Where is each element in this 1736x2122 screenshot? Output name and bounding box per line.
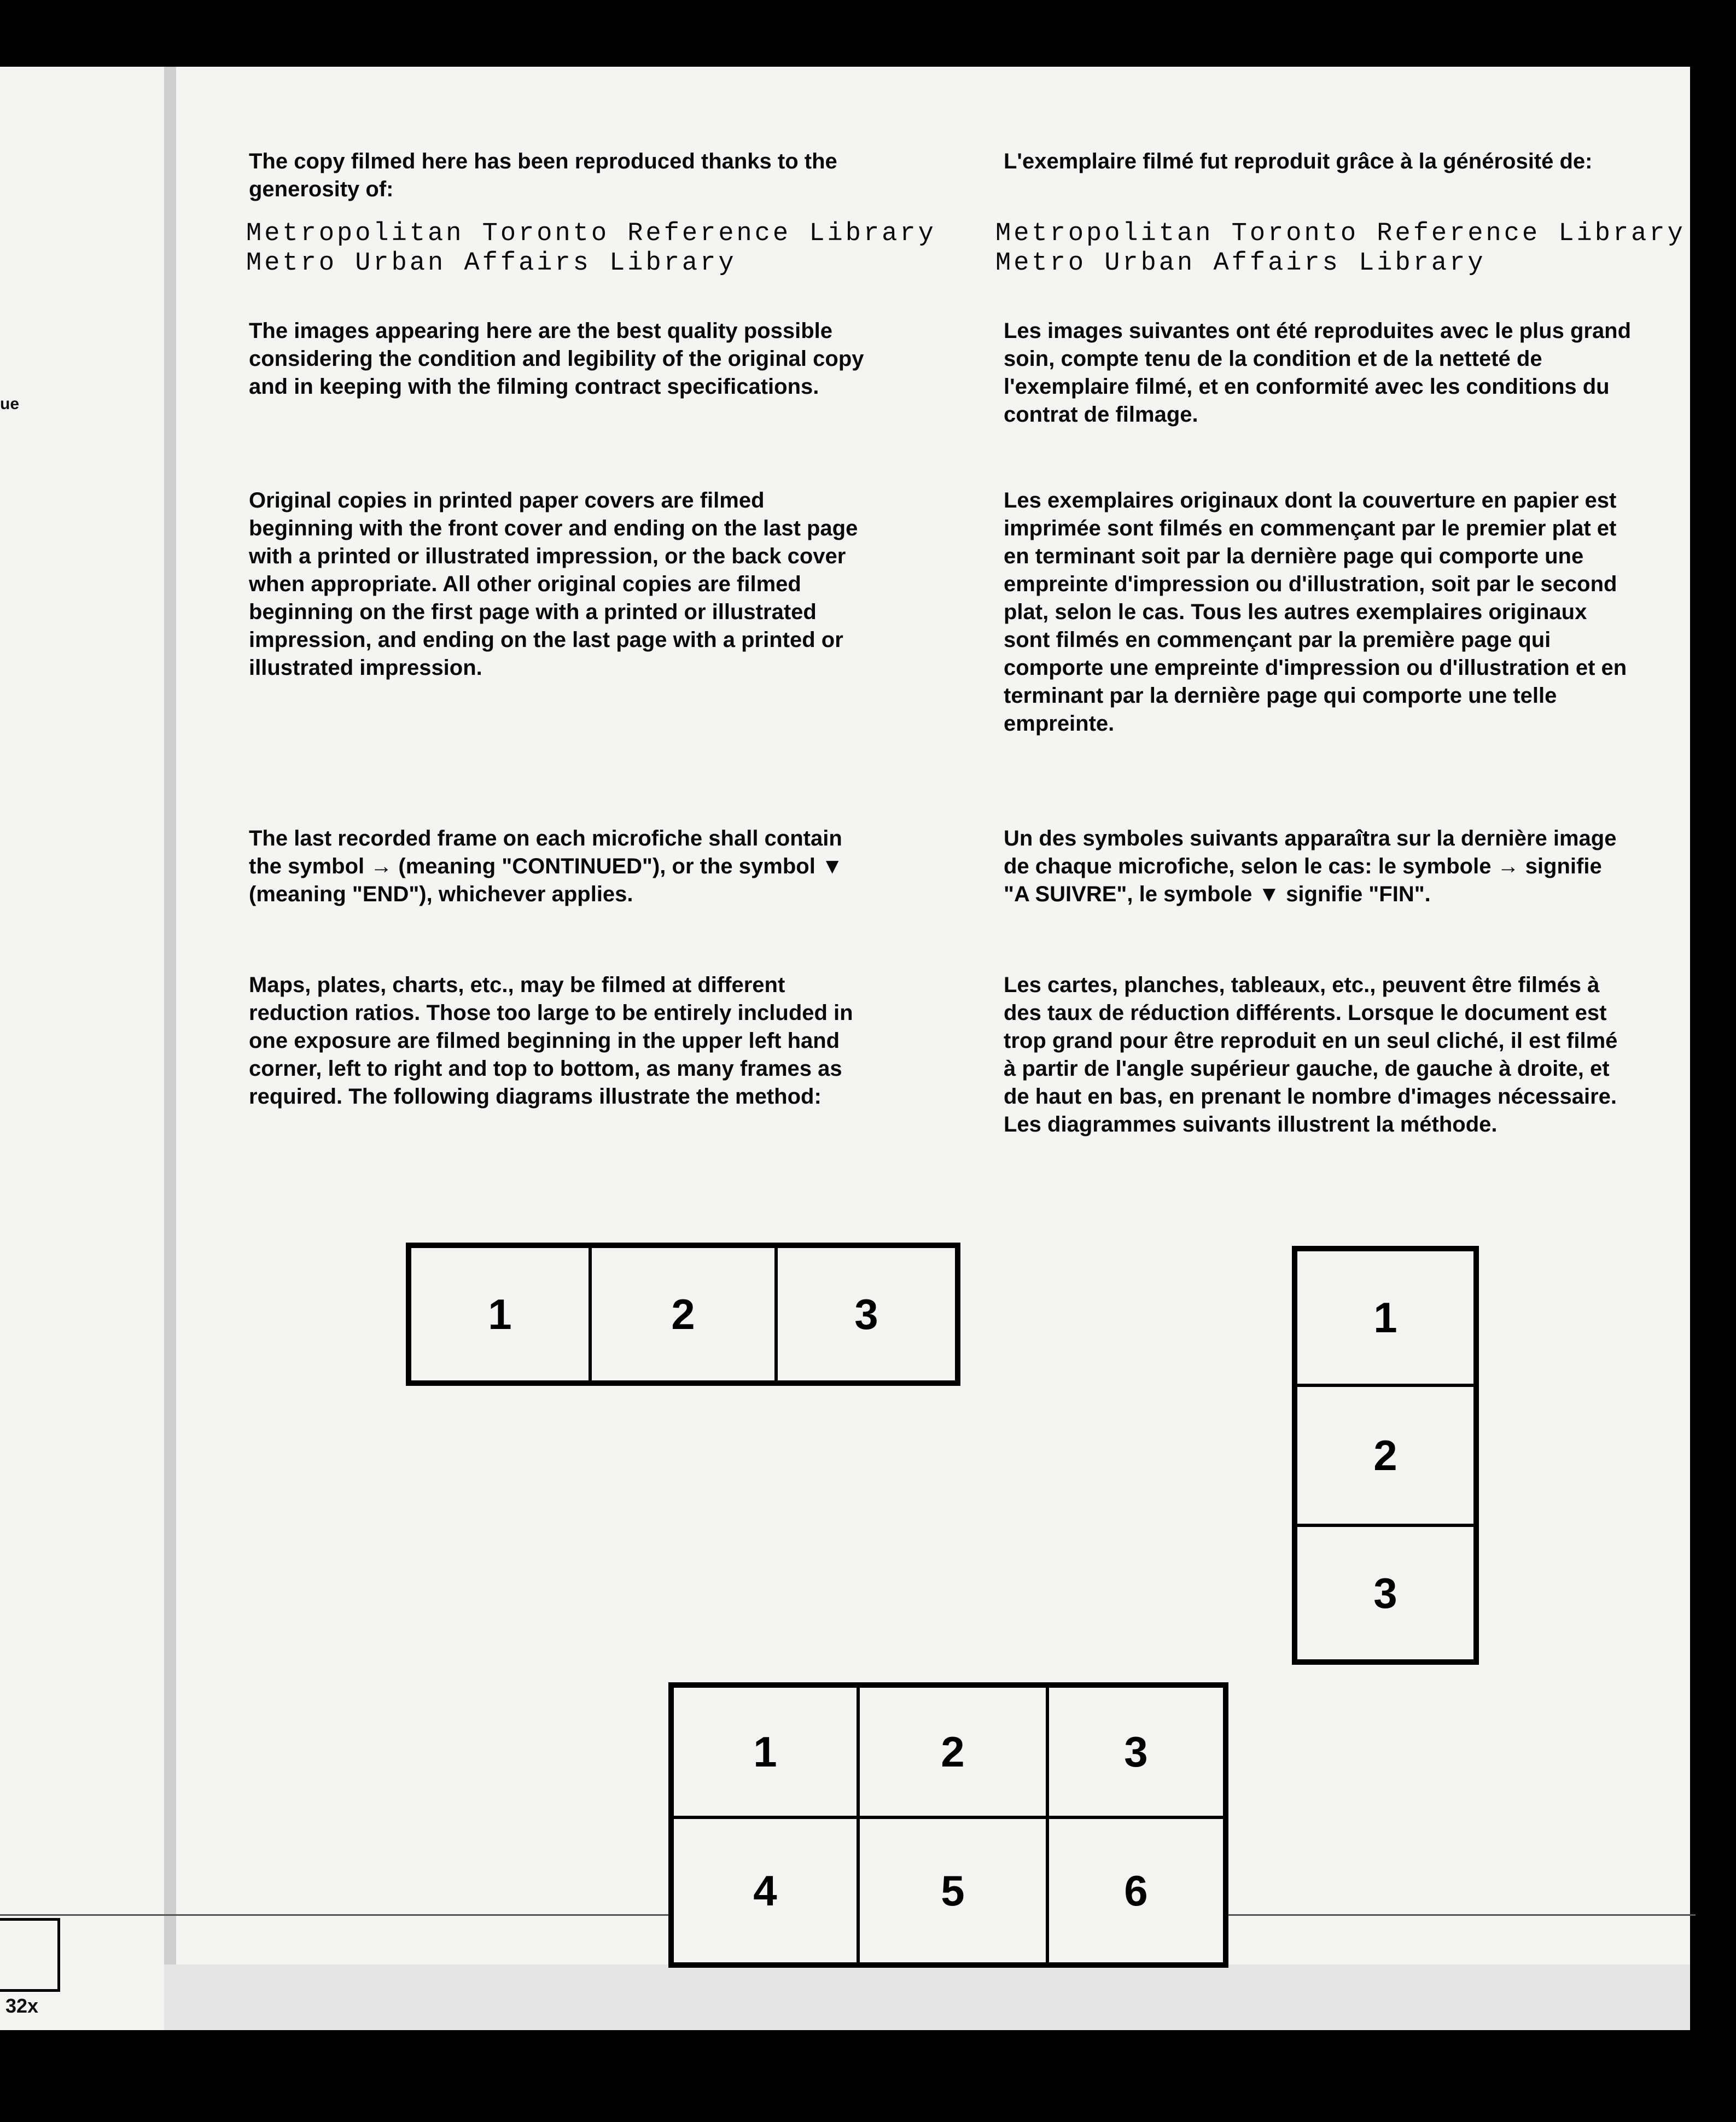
en-para-covers: Original copies in printed paper covers are filmed beginning with the front cover and ending on the last page with a printed or illustrated impression, or the back cover when appropriate. All other original copies are filmed beginning on the first page with a printed or illustrated impression, and ending on the last page with a printed or illustrated impression. — [249, 488, 858, 680]
en-para-symbols: The last recorded frame on each microfiche shall contain the symbol → (meaning "CONTINUED"), or the symbol ▼ (meaning "END"), whichever applies. — [249, 826, 843, 906]
en-para-quality: The images appearing here are the best quality possible considering the condition and legibility of the original copy and in keeping with the filming contract specifications. — [249, 319, 864, 399]
diagram-cell: 3 — [1047, 1686, 1225, 1817]
diagram-cell: 3 — [776, 1246, 957, 1382]
diagram-cell: 5 — [858, 1817, 1047, 1964]
diagram-cell: 4 — [672, 1817, 858, 1964]
diagram-grid — [668, 1682, 1228, 1968]
en-intro: The copy filmed here has been reproduced thanks to the generosity of: — [249, 149, 837, 201]
en-library-1: Metropolitan Toronto Reference Library — [246, 219, 936, 248]
french-column — [995, 148, 1686, 1187]
diagram-cell: 2 — [1296, 1385, 1475, 1525]
fr-library-2: Metro Urban Affairs Library — [995, 249, 1486, 278]
en-para-maps: Maps, plates, charts, etc., may be filmed at different reduction ratios. Those too large to be entirely included in one exposure are filmed beginning in the upper left hand corner, left to right and top to bottom, as many frames as required. The following diagrams illustrate the method: — [249, 973, 853, 1109]
edge-label: ue — [0, 395, 20, 413]
fr-para-symbols: Un des symboles suivants apparaîtra sur la dernière image de chaque microfiche, selon le cas: le symbole → signifie "A SUIVRE", le symbole ▼ signifie "FIN". — [1004, 826, 1617, 906]
diagram-cell: 2 — [590, 1246, 776, 1382]
film-count-label: 32x — [5, 1995, 39, 2017]
diagram-cell: 3 — [1296, 1525, 1475, 1661]
film-frame-marker — [0, 1918, 60, 1992]
fr-para-covers: Les exemplaires originaux dont la couverture en papier est imprimée sont filmés en commençant par le premier plat et en terminant soit par la dernière page qui comporte une empreinte d'impression ou d'illustration, soit par le second plat, selon le cas. Tous les autres exemplaires originaux sont filmés en commençant par la première page qui comporte une empreinte d'impression ou d'illustration et en terminant par la dernière page qui comporte une telle empreinte. — [1004, 488, 1627, 736]
diagram-cell: 1 — [672, 1686, 858, 1817]
diagram-row — [406, 1243, 960, 1386]
diagram-cell: 2 — [858, 1686, 1047, 1817]
en-library-2: Metro Urban Affairs Library — [246, 249, 737, 278]
diagram-cell: 1 — [1296, 1250, 1475, 1385]
diagram-column — [1292, 1246, 1479, 1665]
adjacent-frame-strip — [0, 67, 164, 2030]
page-bottom-strip — [164, 1964, 1690, 2030]
fr-para-maps: Les cartes, planches, tableaux, etc., peuvent être filmés à des taux de réduction différents. Lorsque le document est trop grand pour être reproduit en un seul cliché, il est filmé à partir de l'angle supérieur gauche, de gauche à droite, et de haut en bas, en prenant le nombre d'images nécessaire. Les diagrammes suivants illustrent la méthode. — [1004, 973, 1618, 1136]
english-column — [246, 148, 936, 1187]
page-left-margin — [164, 67, 176, 2030]
diagram-cell: 6 — [1047, 1817, 1225, 1964]
fr-library-1: Metropolitan Toronto Reference Library — [995, 219, 1686, 248]
fr-para-quality: Les images suivantes ont été reproduites avec le plus grand soin, compte tenu de la condition et de la netteté de l'exemplaire filmé, et en conformité avec les conditions du contrat de filmage. — [1004, 319, 1632, 427]
fr-intro: L'exemplaire filmé fut reproduit grâce à la générosité de: — [1004, 149, 1593, 173]
diagram-cell: 1 — [410, 1246, 590, 1382]
